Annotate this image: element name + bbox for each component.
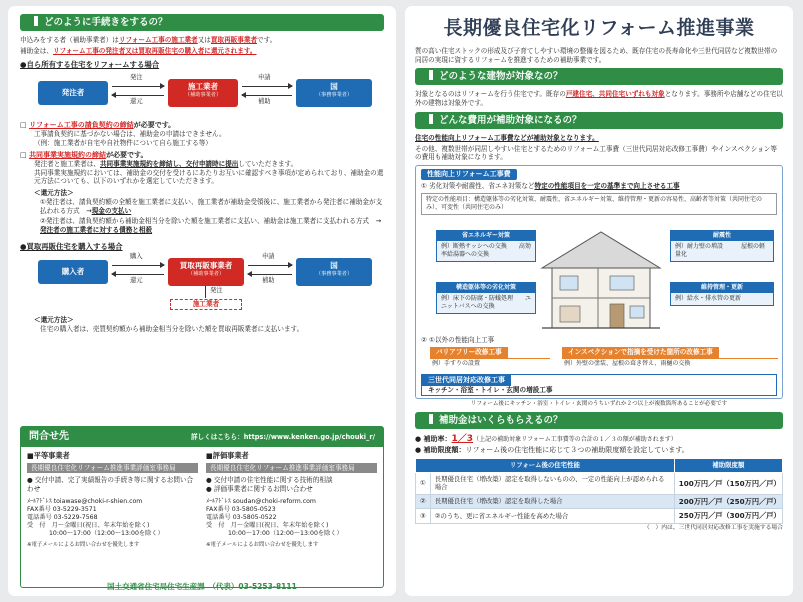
left-page	[8, 6, 396, 596]
intro-line-2: 補助金は、リフォーム工事の発注者又は買取再販住宅の購入者に還元されます。	[20, 46, 257, 55]
apply-label: 申請	[258, 74, 271, 82]
order-label: 発注	[130, 74, 143, 82]
order-arrow	[112, 86, 164, 87]
contact-col-evaluation: ■評価事業者 長期優良住宅化リフォーム推進事業評価室事務局 ● 交付申請の住宅性能に関する技術的相談 ● 評価事業者に関するお問い合わせ ﾒｰﾙｱﾄﾞﾚｽ soudan@choki-reform.com FAX番号 03-5805-0523 電話番号 03-5805-0522 受 付 月～金曜日(祝日、年末年始を除く) 10:00～17:00（12:00～13:00を除く） ※電子メールによるお問い合わせを優先します	[206, 451, 377, 549]
main-title: 長期優良住宅化リフォーム推進事業	[443, 17, 755, 39]
house-illustration	[538, 228, 664, 332]
check-joint-rules: □ 共同事業実施規約の締結が必要です。	[20, 151, 384, 160]
intro-line-1: 申込みをする者（補助事業者）はリフォーム工事の施工業者又は買取再販事業者です。	[20, 36, 277, 44]
orange-inspection: インスペクションで指摘を受けた箇所の改修工事 例）外壁の塗装、屋根の葺き替え、雨樋の交換	[562, 347, 778, 369]
performance-figure	[415, 165, 783, 399]
section-target-text: 対象となるのはリフォームを行う住宅です。既存の戸建住宅、共同住宅いずれも対象となります。事務所や店舗などの住宅以外の建物は対象外です。	[415, 90, 783, 108]
section-cost-text-1: 住宅の性能向上リフォーム工事費などが補助対象となります。	[415, 133, 599, 142]
gov2-box: 国 （事務事業者）	[296, 258, 372, 286]
gov-box: 国 （事務事業者）	[296, 79, 372, 107]
buyer-box: 購入者	[38, 260, 108, 284]
subsidy2-arrow	[248, 274, 292, 275]
contact-columns	[21, 447, 383, 553]
contact-header	[21, 427, 383, 447]
section-own-house-title: ●自ら所有する住宅をリフォームする場合	[20, 60, 160, 70]
refund2-arrow	[112, 274, 164, 275]
apply-arrow	[242, 86, 292, 87]
section-cost-text-2: その他、複数世帯が同居しやすい住宅とするためのリフォーム工事費（三世代同居対応改修工事費）やインスペクション等の費用も補助対象になります。	[415, 144, 777, 162]
note-contract-1: 工事請負契約に基づかない場合は、補助金の申請はできません。	[34, 130, 226, 139]
refund2-label: 還元	[130, 277, 143, 285]
contact-url[interactable]: 詳しくはこちら：https://www.kenken.go.jp/chouki_r/	[190, 432, 375, 441]
flow-diagram-own-house	[20, 73, 384, 117]
contact-title: 問合せ先	[29, 431, 69, 443]
apply2-label: 申請	[262, 253, 275, 261]
check-contract: □ リフォーム工事の請負契約の締結が必要です。	[20, 121, 384, 130]
refund-method-2: ②発注者は、請負契約額から補助金相当分を除いた額を施工業者に支払い、補助金は施工業者に支払われる方式 →発注者の施工業者に対する債務と相殺	[40, 217, 382, 234]
right-intro: 質の高い住宅ストックの形成及び子育てしやすい環境の整備を図るため、既存住宅の長寿命化や三世代同居など複数世帯の同居の実現に資するリフォームを推進するための補助事業です。	[415, 47, 778, 64]
figure-note: 特定の性能項目：構造躯体等の劣化対策、耐震性、省エネルギー対策、維持管理・更新の容易性、高齢者等対策（共同住宅のみ）、可変性（共同住宅のみ）	[421, 193, 777, 215]
flow-diagram-resale	[20, 254, 384, 312]
note-joint-1: 発注者と施工業者は、共同事業実施規約を締結し、交付申請時に提出していただきます。	[34, 160, 298, 169]
table-header-row: リフォーム後の住宅性能 補助限度額	[416, 459, 783, 472]
tag-earthquake: 耐震性 例）耐力壁の増設 屋根の軽量化	[670, 230, 774, 262]
refund-label: 還元	[130, 98, 143, 106]
refund-method-heading-2: ＜還元方法＞	[34, 316, 74, 325]
figure-item-2: ② ①以外の性能向上工事	[421, 336, 495, 344]
section-cost-header: どんな費用が補助対象になるの？	[415, 112, 783, 129]
table-footnote: （ ）内は、三世代同居対応改修工事を実施する場合	[643, 524, 783, 531]
table-row: ③ ②のうち、更に省エネルギー性能を高めた場合 250万円／戸（300万円／戸）	[416, 509, 783, 524]
contact-panel	[20, 426, 384, 588]
three-gen-box: 三世代同居対応改修工事 キッチン・浴室・トイレ・玄関の増設工事	[421, 374, 777, 396]
tag-maintenance: 維持管理・更新 例）給水・排水管の更新	[670, 282, 774, 306]
reseller-box: 買取再販事業者 （補助事業者）	[168, 258, 244, 286]
right-page	[405, 6, 793, 596]
purchase-label: 購入	[130, 253, 143, 261]
tag-energy: 省エネルギー対策 例）断熱サッシへの交換 高効率給湯器への交換	[436, 230, 536, 262]
contact-col-subsidy: ■平等事業者 長期優良住宅化リフォーム推進事業評価室事務局 ● 交付申請、完了実績報告の手続き等に関するお問い合わせ ﾒｰﾙｱﾄﾞﾚｽ toiawase@choki-r-shien.com FAX番号 03-5229-3571 電話番号 03-5229-7568 受 付 月～金曜日(祝日、年末年始を除く) 10:00～17:00（12:00～13:00を除く） ※電子メールによるお問い合わせを優先します	[27, 451, 198, 549]
table-row: ① 長期優良住宅（増改築）認定を取得しないものの、一定の性能向上が認められる場合 100万円／戸（150万円／戸）	[416, 472, 783, 494]
mail-1[interactable]: ﾒｰﾙｱﾄﾞﾚｽ toiawase@choki-r-shien.com	[27, 497, 143, 505]
section-amount-header: 補助金はいくらもらえるの？	[415, 412, 783, 429]
figure-item-1: ① 劣化対策や耐震性、省エネ対策など特定の性能項目を一定の基準まで向上させる工事	[421, 182, 680, 191]
note-contract-2: （例：施工業者が自宅や自社物件について自ら施工する等）	[34, 139, 212, 148]
mail-2[interactable]: ﾒｰﾙｱﾄﾞﾚｽ soudan@choki-reform.com	[206, 497, 316, 505]
left-header: どのように手続きをするの？	[20, 14, 384, 31]
table-row: ② 長期優良住宅（増改築）認定を取得した場合 200万円／戸（250万円／戸）	[416, 494, 783, 509]
subsidy-label: 補助	[258, 98, 271, 106]
ministry-footer: 国土交通省住宅局住宅生産課 （代表）03-5253-8111	[107, 582, 297, 592]
refund-method-heading: ＜還元方法＞	[34, 189, 74, 198]
order2-label: 発注	[210, 287, 223, 295]
orange-barrier-free: バリアフリー改修工事 例）手すりの設置	[430, 347, 550, 369]
client-box: 発注者	[38, 81, 108, 105]
limit-line: ● 補助限度額：リフォーム後の住宅性能に応じて３つの補助限度額を設定しています。	[415, 446, 689, 455]
contractor-box: 施工業者 （補助事業者）	[168, 79, 238, 107]
contractor2-box: 施工業者	[170, 299, 242, 310]
section-target-header: どのような建物が対象なの？	[415, 68, 783, 85]
subsidy-arrow	[242, 95, 292, 96]
refund-method-1: ①発注者は、請負契約額の全額を施工業者に支払い、施工業者が補助金受領後に、施工業者から発注者に補助金が支払われる方式 →現金の支払い	[40, 197, 383, 215]
tag-structure: 構造躯体等の劣化対策 例）床下の防腐・防蟻処理 ユニットバスへの交換	[436, 282, 536, 314]
rate-line: ● 補助率：1／3（上記の補助対象リフォーム工事費等の合計の１／３の額が補助されます）	[415, 434, 677, 445]
apply2-arrow	[248, 265, 292, 266]
note-joint-2: 共同事業実施規約においては、補助金の交付を受けるにあたりお互いに確認すべき事項が定められており、補助金の還元方法についても、以下のいずれかを選定していただきます。	[34, 168, 384, 186]
purchase-arrow	[112, 265, 164, 266]
refund-method-3: 住宅の購入者は、売買契約額から補助金相当分を除いた額を買取再販業者に支払います。	[40, 325, 304, 334]
three-gen-note: リフォーム後にキッチン・浴室・トイレ・玄関のうちいずれか２つ以上が複数箇所あることが必要です	[470, 401, 728, 407]
order2-arrow	[205, 286, 206, 298]
refund-arrow	[112, 95, 164, 96]
section-resale-title: ●買取再販住宅を購入する場合	[20, 241, 123, 251]
subsidy-limit-table	[415, 458, 783, 523]
subsidy2-label: 補助	[262, 277, 275, 285]
figure-title: 性能向上リフォーム工事費	[421, 169, 517, 180]
